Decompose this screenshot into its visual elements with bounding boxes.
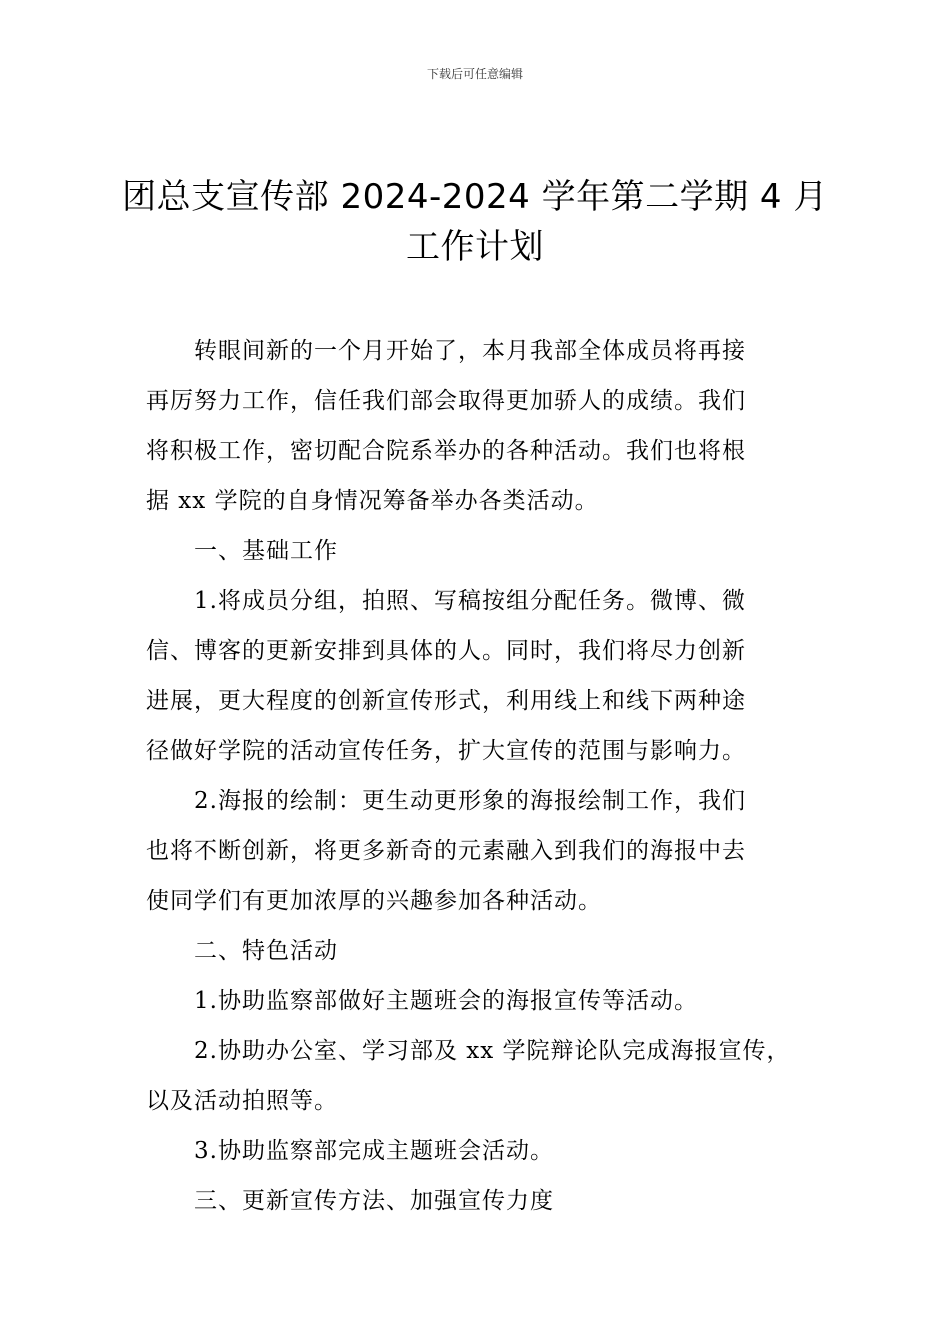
text-line: 一、基础工作 [194,538,338,564]
text-line: 2.协助办公室、学习部及 xx 学院辩论队完成海报宣传， [194,1038,791,1064]
text-line: 使同学们有更加浓厚的兴趣参加各种活动。 [146,888,602,914]
title-line-1: 团总支宣传部 2024-2024 学年第二学期 4 月 [122,177,828,217]
header-note: 下载后可任意编辑 [426,67,523,81]
document-body [146,326,812,1226]
title-line-2: 工作计划 [406,227,544,267]
list-item [146,576,812,776]
intro-paragraph [146,326,812,526]
section-heading [146,1176,812,1226]
list-item [146,1026,812,1126]
text-line: 2.海报的绘制：更生动更形象的海报绘制工作，我们 [194,788,746,814]
text-line: 据 xx 学院的自身情况筹备举办各类活动。 [146,488,599,514]
text-line: 径做好学院的活动宣传任务，扩大宣传的范围与影响力。 [146,738,746,764]
text-line: 3.协助监察部完成主题班会活动。 [194,1138,554,1164]
text-line: 再厉努力工作，信任我们部会取得更加骄人的成绩。我们 [146,388,746,414]
text-line: 二、特色活动 [194,938,338,964]
list-item [146,976,812,1026]
text-line: 转眼间新的一个月开始了，本月我部全体成员将再接 [194,338,746,364]
section-heading [146,926,812,976]
text-line: 将积极工作，密切配合院系举办的各种活动。我们也将根 [146,438,746,464]
text-line: 信、博客的更新安排到具体的人。同时，我们将尽力创新 [146,638,746,664]
section-heading [146,526,812,576]
text-line: 1.协助监察部做好主题班会的海报宣传等活动。 [194,988,698,1014]
text-line: 以及活动拍照等。 [146,1088,338,1114]
text-line: 进展，更大程度的创新宣传形式，利用线上和线下两种途 [146,688,746,714]
text-line: 也将不断创新，将更多新奇的元素融入到我们的海报中去 [146,838,746,864]
list-item [146,776,812,926]
document-title [60,172,890,272]
text-line: 1.将成员分组，拍照、写稿按组分配任务。微博、微 [194,588,746,614]
text-line: 三、更新宣传方法、加强宣传力度 [194,1188,554,1214]
list-item [146,1126,812,1176]
